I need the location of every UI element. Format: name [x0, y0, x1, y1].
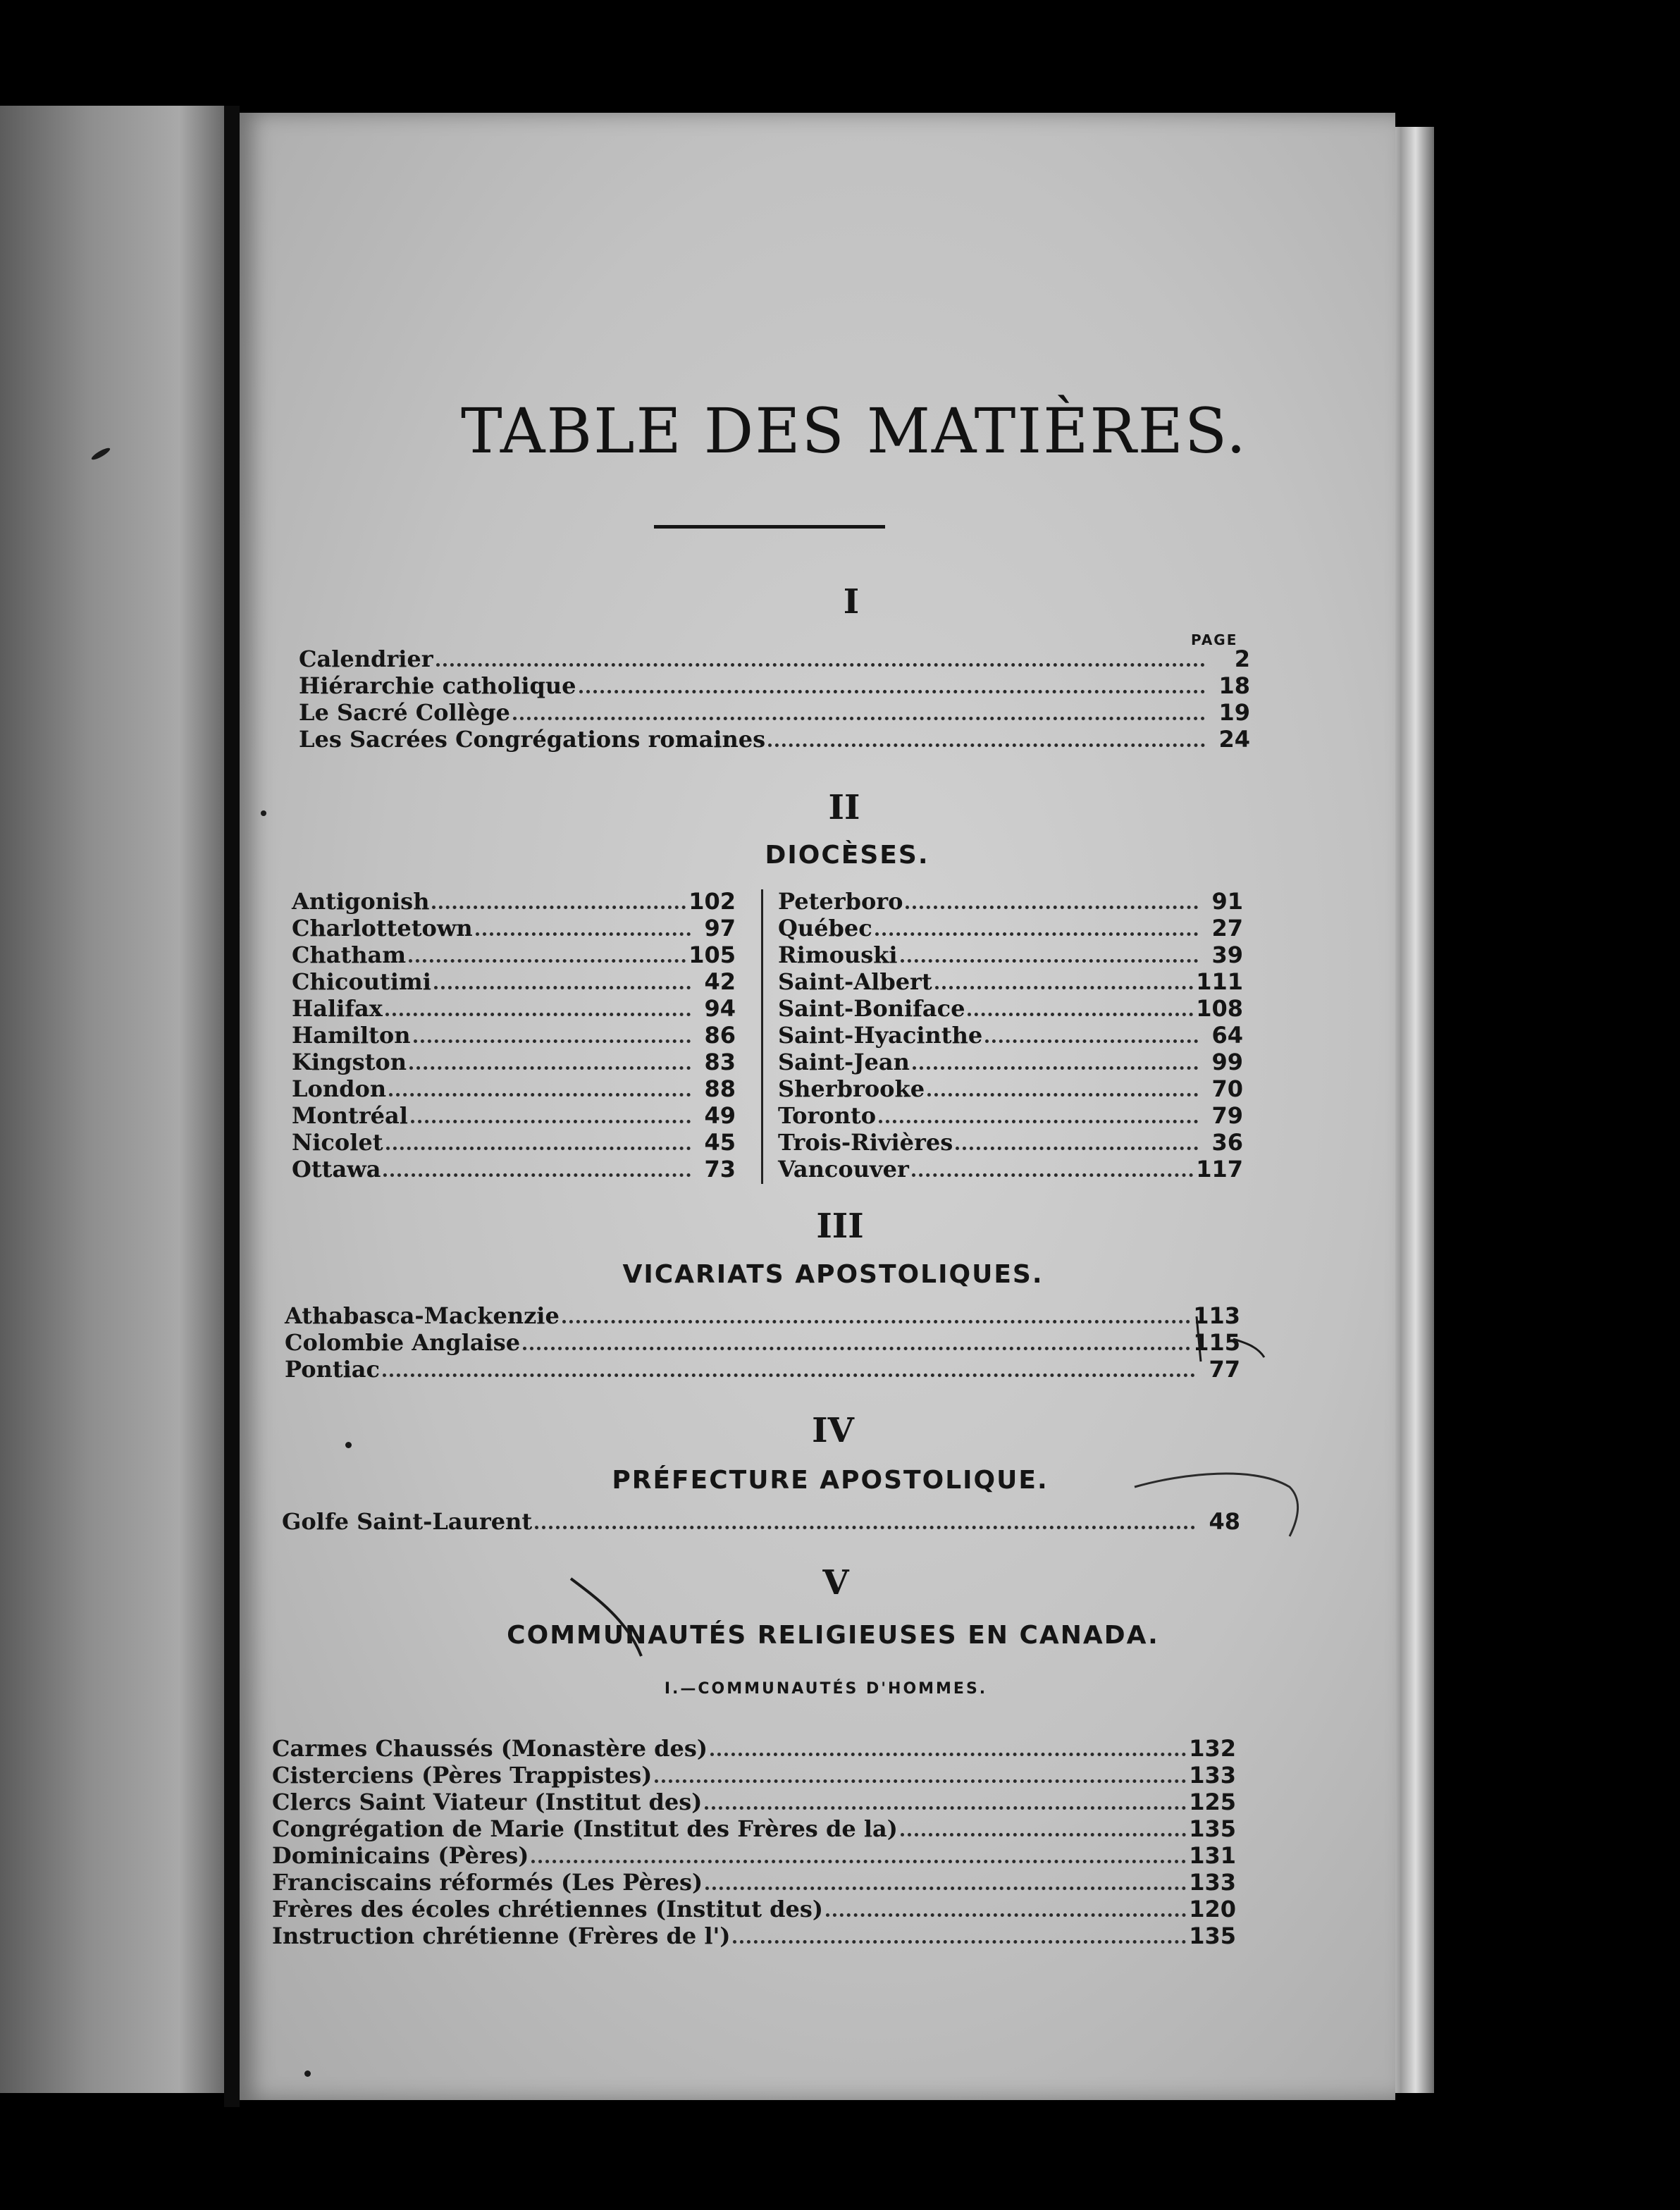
column-separator	[761, 889, 763, 1184]
toc-row[interactable]: Vancouver 117	[778, 1156, 1243, 1183]
toc-row[interactable]: Golfe Saint-Laurent 48	[282, 1508, 1240, 1535]
section-heading-communautes: COMMUNAUTÉS RELIGIEUSES EN CANADA.	[507, 1621, 1159, 1650]
toc-row[interactable]: Frères des écoles chrétiennes (Institut des) 120	[272, 1896, 1236, 1922]
toc-row[interactable]: Trois-Rivières 36	[778, 1129, 1243, 1156]
section-numeral-3: III	[816, 1206, 864, 1246]
pencil-mark	[1128, 1445, 1311, 1543]
section-heading-prefecture: PRÉFECTURE APOSTOLIQUE.	[612, 1466, 1049, 1495]
toc-row[interactable]: Hiérarchie catholique 18	[299, 672, 1250, 699]
toc-row[interactable]: Dominicains (Pères) 131	[272, 1842, 1236, 1869]
toc-row[interactable]: Les Sacrées Congrégations romaines 24	[299, 726, 1250, 753]
section-numeral-2: II	[828, 788, 860, 827]
toc-row[interactable]: Saint-Boniface 108	[778, 995, 1243, 1022]
toc-row[interactable]: Saint-Albert 111	[778, 968, 1243, 995]
subsection-heading-hommes: I.—COMMUNAUTÉS D'HOMMES.	[664, 1680, 988, 1698]
toc-row[interactable]: Carmes Chaussés (Monastère des) 132	[272, 1735, 1236, 1762]
toc-row[interactable]: Charlottetown 97	[292, 915, 736, 942]
toc-row[interactable]: Cisterciens (Pères Trappistes) 133	[272, 1762, 1236, 1789]
toc-list-vicariats	[285, 1302, 1240, 1383]
pencil-mark	[1191, 1311, 1268, 1367]
toc-row[interactable]: Halifax 94	[292, 995, 736, 1022]
toc-row[interactable]: Antigonish 102	[292, 888, 736, 915]
section-heading-dioceses: DIOCÈSES.	[765, 841, 929, 870]
toc-row[interactable]: Saint-Hyacinthe 64	[778, 1022, 1243, 1049]
toc-row[interactable]: Franciscains réformés (Les Pères) 133	[272, 1869, 1236, 1896]
toc-row[interactable]: Calendrier 2	[299, 646, 1250, 672]
page-title: TABLE DES MATIÈRES.	[461, 395, 1247, 467]
section-numeral-1: I	[843, 582, 860, 622]
ink-speck	[345, 1442, 352, 1448]
toc-row[interactable]: Athabasca-Mackenzie 113	[285, 1302, 1240, 1329]
toc-list-prefecture	[282, 1508, 1240, 1535]
toc-row[interactable]: Chatham 105	[292, 942, 736, 968]
ink-speck	[261, 810, 266, 816]
toc-row[interactable]: Congrégation de Marie (Institut des Frères de la) 135	[272, 1815, 1236, 1842]
section-numeral-5: V	[822, 1563, 849, 1603]
toc-list-dioceses-right	[778, 888, 1243, 1183]
section-numeral-4: IV	[812, 1411, 854, 1450]
toc-row[interactable]: London 88	[292, 1075, 736, 1102]
page-column-label: PAGE	[1191, 631, 1238, 648]
toc-row[interactable]: Instruction chrétienne (Frères de l') 135	[272, 1922, 1236, 1949]
toc-row[interactable]: Montréal 49	[292, 1102, 736, 1129]
ink-speck	[304, 2070, 311, 2077]
toc-list-general	[299, 646, 1250, 753]
toc-row[interactable]: Clercs Saint Viateur (Institut des) 125	[272, 1789, 1236, 1815]
toc-row[interactable]: Hamilton 86	[292, 1022, 736, 1049]
toc-row[interactable]: Peterboro 91	[778, 888, 1243, 915]
toc-row[interactable]: Sherbrooke 70	[778, 1075, 1243, 1102]
title-rule	[654, 525, 885, 529]
toc-row[interactable]: Ottawa 73	[292, 1156, 736, 1183]
toc-row[interactable]: Rimouski 39	[778, 942, 1243, 968]
toc-list-dioceses-left	[292, 888, 736, 1183]
toc-row[interactable]: Kingston 83	[292, 1049, 736, 1075]
pencil-mark	[543, 1572, 669, 1663]
toc-row[interactable]: Québec 27	[778, 915, 1243, 942]
toc-row[interactable]: Saint-Jean 99	[778, 1049, 1243, 1075]
toc-row[interactable]: Toronto 79	[778, 1102, 1243, 1129]
toc-row[interactable]: Le Sacré Collège 19	[299, 699, 1250, 726]
section-heading-vicariats: VICARIATS APOSTOLIQUES.	[622, 1260, 1044, 1289]
toc-row[interactable]: Pontiac 77	[285, 1356, 1240, 1383]
toc-list-communautes	[272, 1735, 1236, 1949]
toc-row[interactable]: Nicolet 45	[292, 1129, 736, 1156]
toc-row[interactable]: Colombie Anglaise 115	[285, 1329, 1240, 1356]
toc-row[interactable]: Chicoutimi 42	[292, 968, 736, 995]
